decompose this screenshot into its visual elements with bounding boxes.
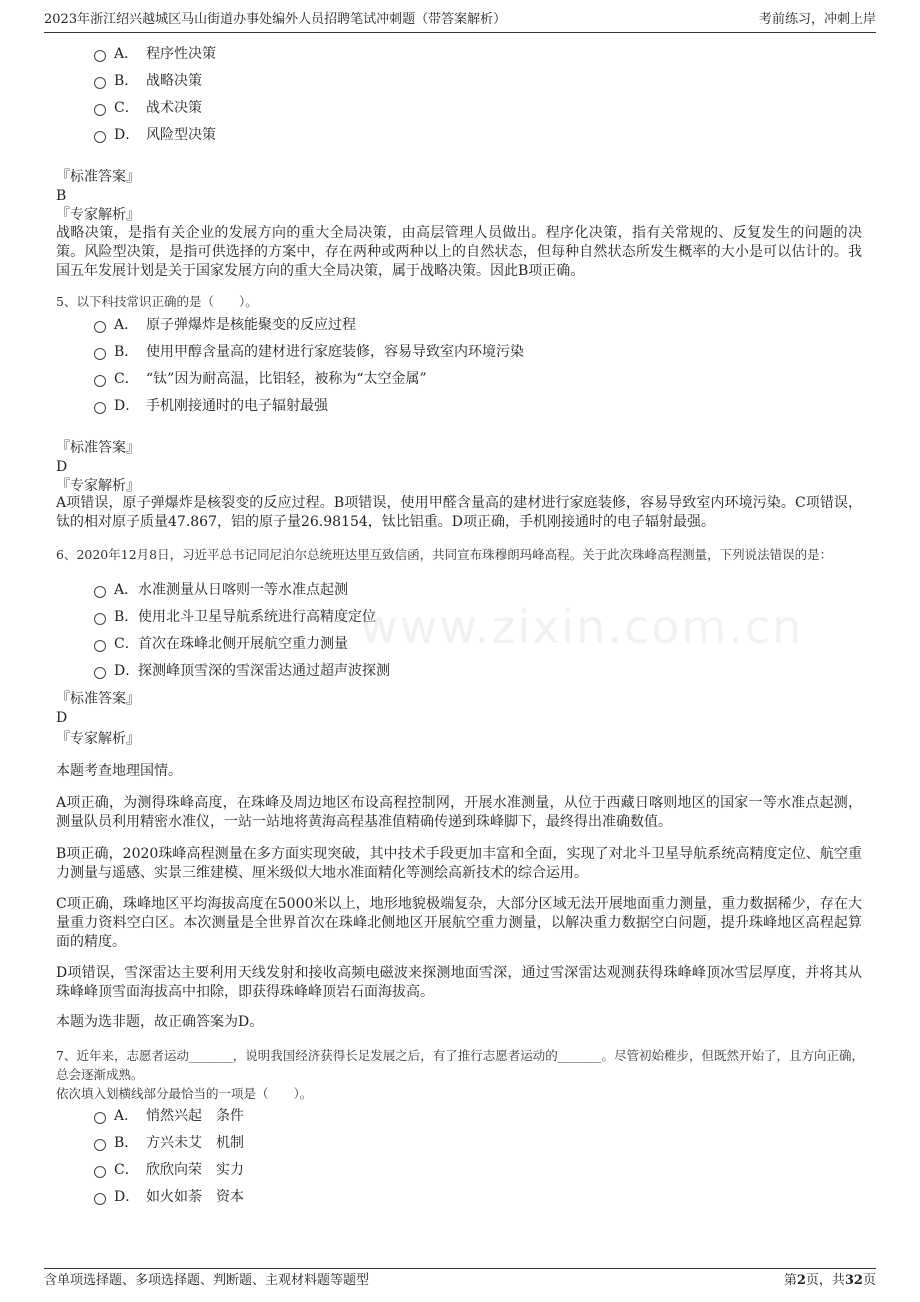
radio-icon[interactable]	[94, 1139, 106, 1151]
q6-option-c[interactable]: C．首次在珠峰北侧开展航空重力测量	[94, 634, 348, 654]
radio-icon[interactable]	[94, 375, 106, 387]
q4-analysis-label: 『专家解析』	[56, 207, 140, 223]
q6-analysis-p5: D项错误，雪深雷达主要利用天线发射和接收高频电磁波来探测地面雪深，通过雪深雷达观测获得珠峰峰顶冰雪层厚度，并将其从珠峰峰顶雪面海拔高中扣除，即获得珠峰峰顶岩石面海拔高。	[56, 965, 862, 1000]
radio-icon[interactable]	[94, 640, 106, 652]
q6-option-a[interactable]: A．水准测量从日喀则一等水准点起测	[94, 580, 348, 600]
radio-icon[interactable]	[94, 1193, 106, 1205]
q6-answer: D	[56, 710, 68, 726]
q4-option-a[interactable]: A． 程序性决策	[94, 44, 216, 64]
q4-answer: B	[56, 188, 67, 204]
q6-option-d[interactable]: D．探测峰顶雪深的雪深雷达通过超声波探测	[94, 661, 390, 681]
q6-analysis-p3: B项正确，2020珠峰高程测量在多方面实现突破，其中技术手段更加丰富和全面，实现了对北斗卫星导航系统高精度定位、航空重力测量与遥感、实景三维建模、厘米级似大地水准面精化等测绘高新技术的综合运用。	[56, 846, 862, 881]
page-indicator: 第2页，共32页	[783, 1273, 876, 1288]
radio-icon[interactable]	[94, 348, 106, 360]
current-page: 2	[796, 1273, 806, 1288]
q6-analysis-p2: A项正确，为测得珠峰高度，在珠峰及周边地区布设高程控制网，开展水准测量，从位于西藏日喀则地区的国家一等水准点起测，测量队员利用精密水准仪，一站一站地将黄海高程基准值精确传递到珠峰脚下，最终得出准确数值。	[56, 795, 862, 830]
radio-icon[interactable]	[94, 402, 106, 414]
q6-analysis-p6: 本题为选非题，故正确答案为D。	[56, 1014, 264, 1030]
radio-icon[interactable]	[94, 50, 106, 62]
header-slogan: 考前练习，冲刺上岸	[758, 12, 876, 27]
q7-question: 7、近年来，志愿者运动_______，说明我国经济获得长足发展之后，有了推行志愿者运动的_______。尽管初始稚步，但既然开始了，且方向正确，总会逐渐成熟。	[56, 1048, 864, 1082]
total-pages: 32	[844, 1273, 863, 1288]
q6-question: 6、2020年12月8日，习近平总书记同尼泊尔总统班达里互致信函，共同宣布珠穆朗玛峰高程。关于此次珠峰高程测量，下列说法错误的是：	[56, 547, 833, 562]
q6-analysis-label: 『专家解析』	[56, 731, 140, 747]
q5-analysis: A项错误，原子弹爆炸是核裂变的反应过程。B项错误，使用甲醛含量高的建材进行家庭装修，容易导致室内环境污染。C项错误，钛的相对原子质量47.867，铝的原子量26.98154，钛比铝重。D项正确，手机刚接通时的电子辐射最强。	[56, 495, 862, 530]
q5-analysis-label: 『专家解析』	[56, 478, 140, 494]
radio-icon[interactable]	[94, 131, 106, 143]
watermark: www.zixin.com.cn	[360, 600, 804, 654]
radio-icon[interactable]	[94, 586, 106, 598]
q5-question: 5、以下科技常识正确的是（ ）。	[56, 294, 258, 309]
radio-icon[interactable]	[94, 667, 106, 679]
q6-analysis-p4: C项正确，珠峰地区平均海拔高度在5000米以上，地形地貌极端复杂，大部分区域无法开展地面重力测量，重力数据稀少，存在大量重力资料空白区。本次测量是全世界首次在珠峰北侧地区开展航空重力测量，以解决重力数据空白问题，提升珠峰地区高程起算面的精度。	[56, 896, 862, 950]
q7-option-a[interactable]: A． 悄然兴起 条件	[94, 1106, 244, 1126]
q5-option-d[interactable]: D． 手机刚接通时的电子辐射最强	[94, 396, 328, 416]
page-header	[44, 10, 876, 33]
q4-option-b[interactable]: B． 战略决策	[94, 71, 202, 91]
radio-icon[interactable]	[94, 77, 106, 89]
radio-icon[interactable]	[94, 613, 106, 625]
q5-answer: D	[56, 459, 68, 475]
q7-option-b[interactable]: B． 方兴未艾 机制	[94, 1133, 244, 1153]
page-footer	[44, 1268, 876, 1291]
q6-analysis-p1: 本题考查地理国情。	[56, 763, 182, 779]
radio-icon[interactable]	[94, 1166, 106, 1178]
radio-icon[interactable]	[94, 321, 106, 333]
q5-option-b[interactable]: B． 使用甲醇含量高的建材进行家庭装修，容易导致室内环境污染	[94, 342, 524, 362]
q6-option-b[interactable]: B．使用北斗卫星导航系统进行高精度定位	[94, 607, 376, 627]
radio-icon[interactable]	[94, 104, 106, 116]
footer-note: 含单项选择题、多项选择题、判断题、主观材料题等题型	[44, 1273, 370, 1288]
q4-answer-label: 『标准答案』	[56, 169, 140, 185]
q4-option-d[interactable]: D． 风险型决策	[94, 125, 216, 145]
q5-option-a[interactable]: A． 原子弹爆炸是核能聚变的反应过程	[94, 315, 356, 335]
radio-icon[interactable]	[94, 1112, 106, 1124]
q4-analysis: 战略决策，是指有关企业的发展方向的重大全局决策，由高层管理人员做出。程序化决策，指有关常规的、反复发生的问题的决策。风险型决策，是指可供选择的方案中，存在两种或两种以上的自然状态，但每种自然状态所发生概率的大小是可以估计的。我国五年发展计划是关于国家发展方向的重大全局决策，属于战略决策。因此B项正确。	[56, 225, 862, 279]
q7-instruction: 依次填入划横线部分最恰当的一项是（ ）。	[56, 1086, 313, 1101]
q6-answer-label: 『标准答案』	[56, 691, 140, 707]
q7-option-d[interactable]: D． 如火如荼 资本	[94, 1187, 244, 1207]
q7-option-c[interactable]: C． 欣欣向荣 实力	[94, 1160, 244, 1180]
q5-option-c[interactable]: C． “钛”因为耐高温，比铝轻，被称为“太空金属”	[94, 369, 427, 389]
q5-answer-label: 『标准答案』	[56, 440, 140, 456]
document-title: 2023年浙江绍兴越城区马山街道办事处编外人员招聘笔试冲刺题（带答案解析）	[44, 12, 507, 27]
q4-option-c[interactable]: C． 战术决策	[94, 98, 202, 118]
